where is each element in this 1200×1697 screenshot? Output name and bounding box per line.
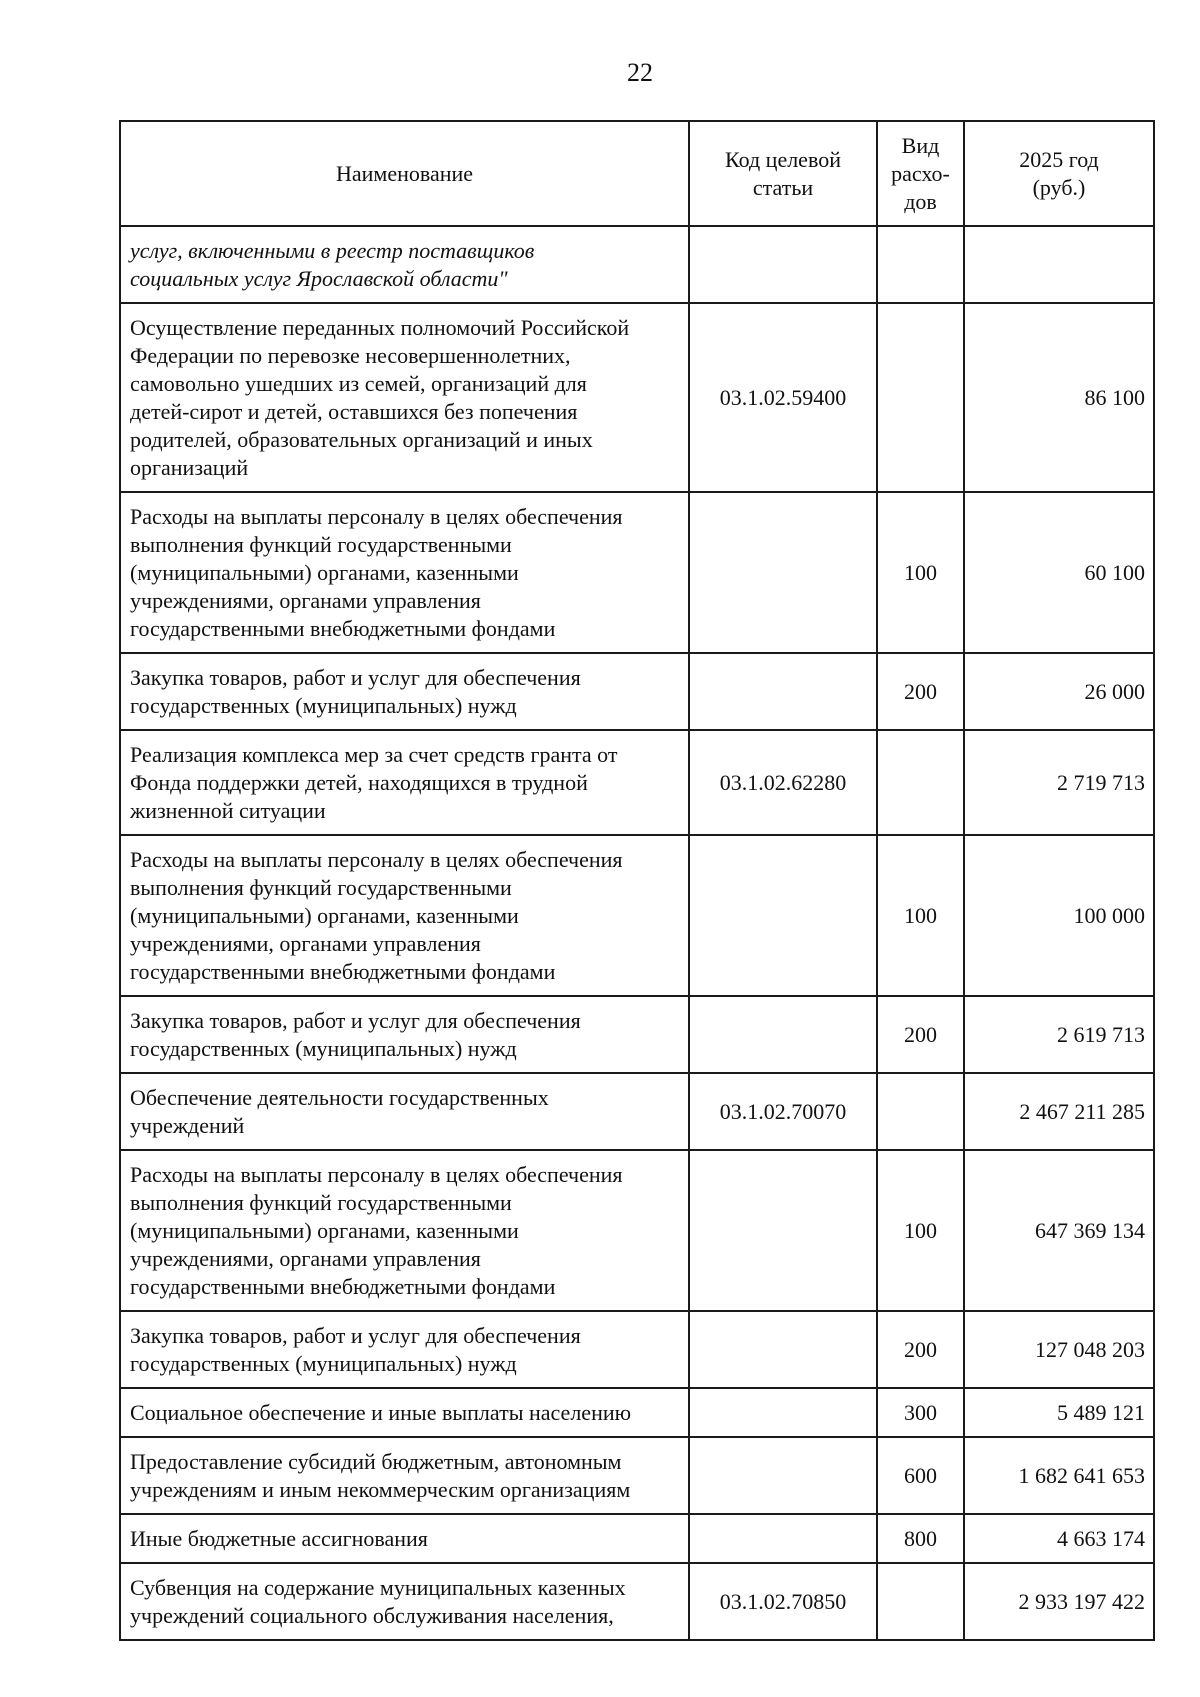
- row-code: [689, 835, 877, 996]
- row-code: [689, 1388, 877, 1437]
- row-name: [120, 1073, 689, 1150]
- table-row: [120, 653, 1154, 730]
- row-name-line: учреждений: [130, 1113, 245, 1138]
- row-code: [689, 1150, 877, 1311]
- row-name-line: социальных услуг Ярославской области": [130, 266, 508, 291]
- table-row: [120, 730, 1154, 835]
- row-name-line: учреждений социального обслуживания населения,: [130, 1603, 614, 1628]
- table-row: [120, 303, 1154, 492]
- row-name-line: (муниципальными) органами, казенными: [130, 903, 519, 928]
- row-code: 03.1.02.70070: [689, 1073, 877, 1150]
- row-name-line: Обеспечение деятельности государственных: [130, 1085, 549, 1110]
- row-name-line: выполнения функций государственными: [130, 532, 512, 557]
- table-row: [120, 996, 1154, 1073]
- row-expense-type: 100: [877, 1150, 964, 1311]
- row-name: [120, 1150, 689, 1311]
- row-amount: 2 467 211 285: [964, 1073, 1154, 1150]
- table-row: [120, 835, 1154, 996]
- row-name: [120, 1514, 689, 1563]
- row-expense-type: 200: [877, 653, 964, 730]
- row-expense-type: [877, 303, 964, 492]
- row-amount: 2 933 197 422: [964, 1563, 1154, 1640]
- row-amount: [964, 226, 1154, 303]
- row-code: 03.1.02.62280: [689, 730, 877, 835]
- row-name-line: Фонда поддержки детей, находящихся в трудной: [130, 770, 588, 795]
- table-row: [120, 1563, 1154, 1640]
- header-name: Наименование: [120, 121, 689, 226]
- row-code: [689, 996, 877, 1073]
- table-row: [120, 1388, 1154, 1437]
- row-name-line: государственных (муниципальных) нужд: [130, 693, 517, 718]
- row-name-line: государственных (муниципальных) нужд: [130, 1351, 517, 1376]
- row-expense-type: [877, 1073, 964, 1150]
- row-name-line: учреждениями, органами управления: [130, 931, 481, 956]
- row-amount: 86 100: [964, 303, 1154, 492]
- row-name-line: Осуществление переданных полномочий Российской: [130, 315, 630, 340]
- row-name-line: Расходы на выплаты персоналу в целях обеспечения: [130, 847, 623, 872]
- row-name: [120, 492, 689, 653]
- row-name-line: выполнения функций государственными: [130, 875, 512, 900]
- budget-table: [119, 120, 1155, 1641]
- row-expense-type: [877, 1563, 964, 1640]
- row-amount: 26 000: [964, 653, 1154, 730]
- header-expense-type: Вид расхо- дов: [877, 121, 964, 226]
- row-name-line: учреждениями, органами управления: [130, 588, 481, 613]
- row-amount: 1 682 641 653: [964, 1437, 1154, 1514]
- row-expense-type: 600: [877, 1437, 964, 1514]
- row-name-line: родителей, образовательных организаций и иных: [130, 427, 593, 452]
- row-name-line: Закупка товаров, работ и услуг для обеспечения: [130, 1008, 581, 1033]
- row-amount: 2 719 713: [964, 730, 1154, 835]
- row-name-line: (муниципальными) органами, казенными: [130, 1218, 519, 1243]
- row-name: [120, 1311, 689, 1388]
- row-name-line: учреждениями, органами управления: [130, 1246, 481, 1271]
- row-expense-type: 200: [877, 1311, 964, 1388]
- row-name: [120, 653, 689, 730]
- page-number: 22: [627, 58, 653, 87]
- table-header-row: [120, 121, 1154, 226]
- row-code: [689, 492, 877, 653]
- row-name-line: государственными внебюджетными фондами: [130, 616, 556, 641]
- row-amount: 647 369 134: [964, 1150, 1154, 1311]
- row-expense-type: 100: [877, 492, 964, 653]
- header-code: Код целевой статьи: [689, 121, 877, 226]
- row-code: [689, 653, 877, 730]
- row-name-line: Реализация комплекса мер за счет средств гранта от: [130, 742, 618, 767]
- row-code: [689, 1514, 877, 1563]
- row-name-line: Иные бюджетные ассигнования: [130, 1526, 428, 1551]
- row-amount: 127 048 203: [964, 1311, 1154, 1388]
- row-name-line: государственными внебюджетными фондами: [130, 1274, 556, 1299]
- row-amount: 5 489 121: [964, 1388, 1154, 1437]
- row-amount: 2 619 713: [964, 996, 1154, 1073]
- row-name-line: самовольно ушедших из семей, организаций для: [130, 371, 587, 396]
- row-name-line: Расходы на выплаты персоналу в целях обеспечения: [130, 504, 623, 529]
- row-code: 03.1.02.70850: [689, 1563, 877, 1640]
- row-amount: 100 000: [964, 835, 1154, 996]
- row-name: [120, 835, 689, 996]
- row-code: [689, 1311, 877, 1388]
- row-expense-type: 200: [877, 996, 964, 1073]
- row-code: 03.1.02.59400: [689, 303, 877, 492]
- row-name-line: Социальное обеспечение и иные выплаты населению: [130, 1400, 632, 1425]
- row-name-line: выполнения функций государственными: [130, 1190, 512, 1215]
- table-row: [120, 492, 1154, 653]
- row-expense-type: [877, 226, 964, 303]
- table-row: [120, 1150, 1154, 1311]
- table-row: [120, 1311, 1154, 1388]
- row-expense-type: 300: [877, 1388, 964, 1437]
- row-name: [120, 996, 689, 1073]
- row-amount: 60 100: [964, 492, 1154, 653]
- row-name-line: государственных (муниципальных) нужд: [130, 1036, 517, 1061]
- row-name-line: Закупка товаров, работ и услуг для обеспечения: [130, 665, 581, 690]
- row-name: [120, 303, 689, 492]
- row-name-line: услуг, включенными в реестр поставщиков: [130, 238, 535, 263]
- row-name-line: жизненной ситуации: [130, 798, 326, 823]
- row-name-line: (муниципальными) органами, казенными: [130, 560, 519, 585]
- row-name: [120, 730, 689, 835]
- row-name-line: Субвенция на содержание муниципальных казенных: [130, 1575, 626, 1600]
- table-body: [120, 226, 1154, 1640]
- row-name: [120, 1563, 689, 1640]
- table-row: [120, 1514, 1154, 1563]
- row-expense-type: 800: [877, 1514, 964, 1563]
- row-name-line: Федерации по перевозке несовершеннолетних,: [130, 343, 571, 368]
- row-name-line: Расходы на выплаты персоналу в целях обеспечения: [130, 1162, 623, 1187]
- row-expense-type: 100: [877, 835, 964, 996]
- row-name-line: организаций: [130, 455, 249, 480]
- row-expense-type: [877, 730, 964, 835]
- table-row: [120, 1437, 1154, 1514]
- row-name-line: государственными внебюджетными фондами: [130, 959, 556, 984]
- row-name: [120, 1437, 689, 1514]
- row-name: [120, 1388, 689, 1437]
- header-year-amount: 2025 год (руб.): [964, 121, 1154, 226]
- row-name-line: учреждениям и иным некоммерческим организациям: [130, 1477, 631, 1502]
- row-name: [120, 226, 689, 303]
- row-name-line: Закупка товаров, работ и услуг для обеспечения: [130, 1323, 581, 1348]
- row-code: [689, 1437, 877, 1514]
- row-amount: 4 663 174: [964, 1514, 1154, 1563]
- row-name-line: Предоставление субсидий бюджетным, автономным: [130, 1449, 622, 1474]
- table-row: [120, 1073, 1154, 1150]
- row-code: [689, 226, 877, 303]
- row-name-line: детей-сирот и детей, оставшихся без попечения: [130, 399, 578, 424]
- table-row: [120, 226, 1154, 303]
